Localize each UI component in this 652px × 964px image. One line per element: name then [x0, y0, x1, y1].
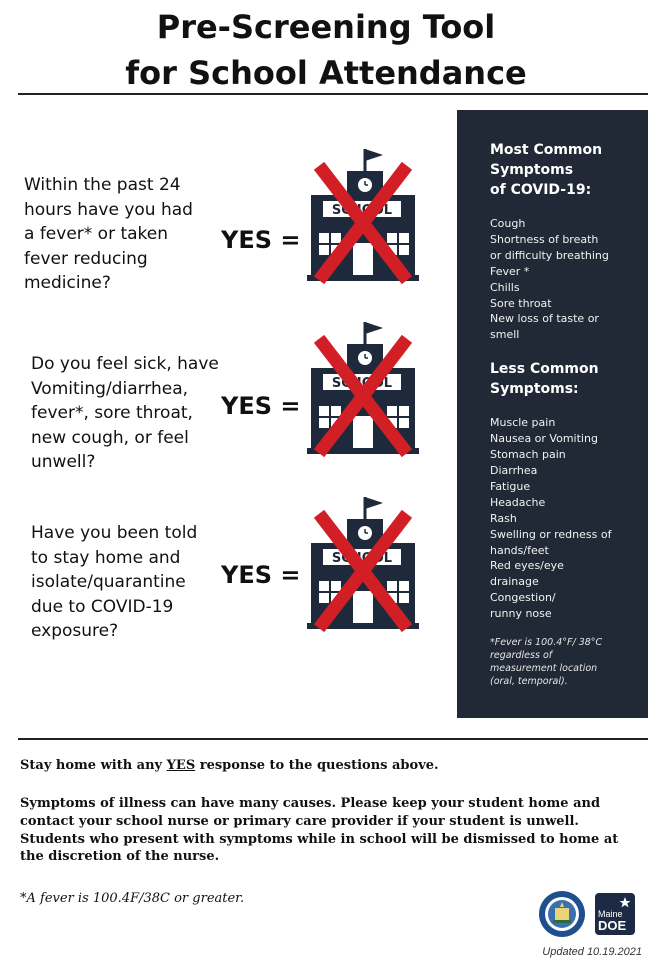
- page-title: [0, 4, 652, 96]
- svg-text:SCHOOL: SCHOOL: [331, 203, 393, 218]
- list-item: drainage: [490, 575, 539, 589]
- question-1-text: Within the past 24 hours have you had a fever* or taken fever reducing medicine?: [24, 175, 193, 294]
- list-item: Nausea or Vomiting: [490, 432, 598, 446]
- list-item: New loss of taste or: [490, 312, 599, 326]
- svg-text:Maine: Maine: [598, 909, 623, 919]
- maine-doe-logo-icon: [595, 893, 635, 935]
- list-item: Sore throat: [490, 296, 552, 310]
- question-2-yes: YES =: [221, 392, 301, 420]
- list-item: Muscle pain: [490, 416, 556, 430]
- svg-text:DOE: DOE: [598, 918, 627, 933]
- list-item: Diarrhea: [490, 463, 538, 477]
- most-common-list: [490, 216, 648, 343]
- list-item: Headache: [490, 495, 546, 509]
- title-line-1: Pre-Screening Tool: [156, 8, 496, 46]
- less-common-heading: Less Common Symptoms:: [490, 361, 599, 398]
- list-item: hands/feet: [490, 543, 549, 557]
- svg-text:SCHOOL: SCHOOL: [331, 551, 393, 566]
- illness-paragraph: Symptoms of illness can have many causes. Please keep your student home and contact your school nurse or primary care provider if your student is unwell. Students who present with symptoms while in school will be dismissed to home at the discretion of the nurse.: [20, 796, 619, 865]
- list-item: Fever *: [490, 264, 530, 278]
- less-common-list: [490, 415, 648, 622]
- question-1-yes: YES =: [221, 226, 301, 254]
- title-line-2: for School Attendance: [125, 54, 527, 92]
- most-common-heading: Most Common Symptoms of COVID-19:: [490, 142, 603, 198]
- bottom-divider: [18, 738, 648, 740]
- school-icon-2: [305, 320, 421, 460]
- school-icon-1: [305, 147, 421, 287]
- list-item: runny nose: [490, 607, 552, 621]
- list-item: Shortness of breath: [490, 232, 599, 246]
- svg-text:SCHOOL: SCHOOL: [331, 376, 393, 391]
- maine-seal-icon: [538, 890, 586, 938]
- fever-note: *Fever is 100.4°F/ 38°C regardless of measurement location (oral, temporal).: [490, 637, 603, 688]
- stay-home-line: Stay home with any YES response to the questions above.: [20, 758, 439, 773]
- updated-date: Updated 10.19.2021: [542, 946, 642, 958]
- list-item: Red eyes/eye: [490, 559, 564, 573]
- list-item: smell: [490, 328, 520, 342]
- top-divider: [18, 93, 648, 95]
- list-item: or difficulty breathing: [490, 248, 609, 262]
- list-item: Fatigue: [490, 479, 531, 493]
- school-icon-3: [305, 495, 421, 635]
- list-item: Stomach pain: [490, 448, 566, 462]
- fever-footnote: *A fever is 100.4F/38C or greater.: [20, 891, 245, 906]
- list-item: Cough: [490, 217, 526, 230]
- question-3-yes: YES =: [221, 561, 301, 589]
- question-3-text: Have you been told to stay home and isolate/quarantine due to COVID-19 exposure?: [31, 523, 198, 642]
- question-2-text: Do you feel sick, have Vomiting/diarrhea, fever*, sore throat, new cough, or feel unwell?: [31, 354, 219, 473]
- symptoms-panel: [457, 110, 648, 718]
- list-item: Rash: [490, 511, 517, 525]
- list-item: Swelling or redness of: [490, 527, 612, 541]
- list-item: Congestion/: [490, 591, 556, 605]
- list-item: Chills: [490, 280, 520, 294]
